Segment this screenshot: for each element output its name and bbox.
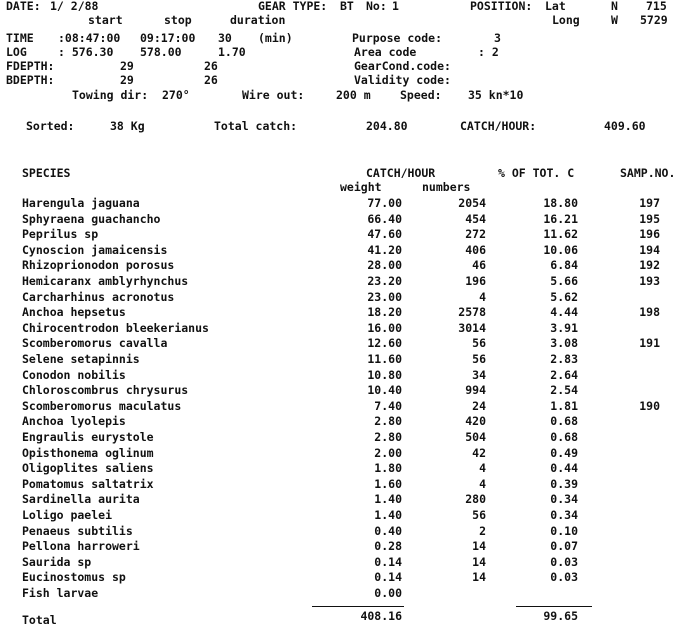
sample-no: 190: [639, 398, 660, 413]
gearcond-code-label: GearCond.code:: [354, 59, 451, 73]
species-name: Scomberomorus maculatus: [22, 398, 182, 413]
pct-value: 3.08: [550, 336, 578, 351]
table-row: [0, 556, 700, 572]
species-name: Anchoa hepsetus: [22, 305, 126, 320]
weight-value: 0.28: [374, 539, 402, 554]
pct-value: 1.81: [550, 398, 578, 413]
lat-label: Lat: [545, 0, 566, 13]
towing-dir-label: Towing dir:: [72, 88, 149, 102]
weight-value: 7.40: [374, 398, 402, 413]
table-row: [0, 462, 700, 478]
pct-value: 5.66: [550, 274, 578, 288]
weight-value: 10.40: [367, 383, 402, 398]
speed-value: 35 kn*10: [468, 88, 524, 102]
table-row: [0, 447, 700, 463]
species-header: SPECIES: [22, 166, 71, 180]
species-name: Oligoplites saliens: [22, 461, 154, 476]
time-unit: (min): [258, 31, 293, 45]
speed-label: Speed:: [400, 88, 442, 102]
weight-value: 66.40: [367, 211, 402, 226]
numbers-value: 56: [472, 336, 486, 351]
weight-value: 1.40: [374, 492, 402, 507]
numbers-value: 14: [472, 539, 486, 554]
log-duration: 1.70: [218, 45, 246, 59]
weight-value: 28.00: [367, 258, 402, 273]
table-row: [0, 213, 700, 229]
bdepth-stop: 26: [204, 73, 218, 87]
species-name: Selene setapinnis: [22, 352, 140, 366]
table-row: [0, 587, 700, 603]
catch-per-hour-label: CATCH/HOUR:: [460, 119, 537, 133]
species-name: Loligo paelei: [22, 508, 113, 522]
fdepth-start: 29: [120, 59, 134, 73]
gear-type-value: BT: [340, 0, 354, 13]
species-name: Cynoscion jamaicensis: [22, 242, 168, 257]
long-label: Long: [552, 13, 580, 27]
total-label: Total: [22, 613, 57, 627]
weight-value: 47.60: [367, 227, 402, 242]
pct-value: 11.62: [543, 227, 578, 242]
weight-value: 11.60: [367, 352, 402, 366]
pct-value: 6.84: [550, 258, 578, 273]
species-name: Sardinella aurita: [22, 492, 140, 507]
gear-no-value: 1: [392, 0, 399, 13]
position-label: POSITION:: [470, 0, 533, 13]
table-row: [0, 415, 700, 431]
numbers-value: 454: [465, 211, 486, 226]
wire-out-label: Wire out:: [242, 88, 305, 102]
pct-value: 0.68: [550, 414, 578, 429]
purpose-code-label: Purpose code:: [352, 31, 443, 45]
species-name: Penaeus subtilis: [22, 523, 133, 538]
weight-value: 0.40: [374, 523, 402, 538]
total-pct: 99.65: [543, 609, 578, 623]
sample-no: 195: [639, 211, 660, 226]
species-name: Hemicaranx amblyrhynchus: [22, 274, 189, 288]
weight-value: 1.60: [374, 476, 402, 491]
numbers-value: 994: [465, 383, 486, 398]
date-value: 1/ 2/88: [50, 0, 99, 13]
area-code-value: : 2: [478, 45, 499, 59]
pct-value: 0.03: [550, 570, 578, 585]
log-stop: 578.00: [140, 45, 182, 59]
pct-value: 5.62: [550, 289, 578, 304]
weight-value: 1.40: [374, 508, 402, 522]
species-name: Sphyraena guachancho: [22, 211, 161, 226]
wire-out-value: 200 m: [336, 88, 371, 102]
species-name: Chirocentrodon bleekerianus: [22, 320, 209, 335]
weight-value: 2.80: [374, 414, 402, 429]
numbers-value: 196: [465, 274, 486, 288]
sorted-value: 38 Kg: [110, 119, 145, 133]
bdepth-start: 29: [120, 73, 134, 87]
weight-value: 1.80: [374, 461, 402, 476]
species-name: Chloroscombrus chrysurus: [22, 383, 189, 398]
catch-hour-header: CATCH/HOUR: [366, 166, 436, 180]
pct-value: 16.21: [543, 211, 578, 226]
gear-no-label: No:: [366, 0, 387, 13]
purpose-code-value: 3: [494, 31, 501, 45]
fdepth-stop: 26: [204, 59, 218, 73]
table-row: [0, 493, 700, 509]
numbers-value: 4: [479, 461, 486, 476]
sample-no: 193: [639, 274, 660, 288]
pct-total-header: % OF TOT. C: [498, 166, 575, 180]
pct-value: 10.06: [543, 242, 578, 257]
table-row: [0, 291, 700, 307]
weight-value: 18.20: [367, 305, 402, 320]
pct-value: 2.64: [550, 367, 578, 382]
table-row: [0, 228, 700, 244]
log-label: LOG: [6, 45, 27, 59]
numbers-value: 4: [479, 476, 486, 491]
long-value: 5729: [640, 13, 668, 27]
table-row: [0, 571, 700, 587]
time-label: TIME: [6, 31, 34, 45]
numbers-value: 14: [472, 554, 486, 569]
table-row: [0, 259, 700, 275]
lat-hemisphere: N: [611, 0, 618, 13]
long-hemisphere: W: [611, 13, 618, 27]
pct-value: 3.91: [550, 320, 578, 335]
total-weight: 408.16: [360, 609, 402, 623]
weight-value: 10.80: [367, 367, 402, 382]
time-duration: 30: [218, 31, 232, 45]
pct-value: 0.10: [550, 523, 578, 538]
pct-value: 0.03: [550, 554, 578, 569]
species-name: Rhizoprionodon porosus: [22, 258, 175, 273]
table-row: [0, 322, 700, 338]
table-row: [0, 369, 700, 385]
total-catch-value: 204.80: [366, 119, 408, 133]
numbers-value: 24: [472, 398, 486, 413]
table-row: [0, 244, 700, 260]
pct-value: 0.44: [550, 461, 578, 476]
table-row: [0, 400, 700, 416]
numbers-value: 420: [465, 414, 486, 429]
col-start-header: start: [88, 13, 123, 27]
sample-no: 197: [639, 196, 660, 210]
pct-value: 18.80: [543, 196, 578, 210]
pct-total-rule: [516, 606, 592, 607]
weight-header: weight: [340, 180, 382, 194]
sample-no: 198: [639, 305, 660, 320]
table-row: [0, 478, 700, 494]
log-start: : 576.30: [58, 45, 114, 59]
catch-per-hour-value: 409.60: [604, 119, 646, 133]
numbers-value: 2: [479, 523, 486, 538]
sample-no-header: SAMP.NO.: [620, 166, 676, 180]
table-row: [0, 197, 700, 213]
col-duration-header: duration: [230, 13, 286, 27]
numbers-value: 2578: [458, 305, 486, 320]
species-name: Pellona harroweri: [22, 539, 140, 554]
sample-no: 191: [639, 336, 660, 351]
numbers-value: 34: [472, 367, 486, 382]
pct-value: 2.54: [550, 383, 578, 398]
weight-value: 0.14: [374, 554, 402, 569]
table-row: [0, 275, 700, 291]
sample-no: 192: [639, 258, 660, 273]
numbers-value: 46: [472, 258, 486, 273]
pct-value: 0.39: [550, 476, 578, 491]
species-name: Harengula jaguana: [22, 196, 140, 210]
species-name: Saurida sp: [22, 554, 92, 569]
sample-no: 196: [639, 227, 660, 242]
species-name: Peprilus sp: [22, 227, 99, 242]
total-catch-label: Total catch:: [214, 119, 298, 133]
table-row: [0, 431, 700, 447]
numbers-value: 14: [472, 570, 486, 585]
weight-value: 2.00: [374, 445, 402, 460]
weight-value: 0.14: [374, 570, 402, 585]
species-name: Scomberomorus cavalla: [22, 336, 168, 351]
weight-total-rule: [312, 606, 404, 607]
table-row: [0, 525, 700, 541]
lat-value: 715: [646, 0, 667, 13]
sorted-label: Sorted:: [26, 119, 75, 133]
bdepth-label: BDEPTH:: [6, 73, 55, 87]
date-label: DATE:: [6, 0, 41, 13]
weight-value: 0.00: [374, 586, 402, 600]
table-row: [0, 306, 700, 322]
table-row: [0, 384, 700, 400]
table-row: [0, 509, 700, 525]
pct-value: 0.34: [550, 492, 578, 507]
numbers-value: 56: [472, 352, 486, 366]
sample-no: 194: [639, 242, 660, 257]
numbers-value: 42: [472, 445, 486, 460]
weight-value: 2.80: [374, 430, 402, 444]
species-name: Carcharhinus acronotus: [22, 289, 175, 304]
weight-value: 77.00: [367, 196, 402, 210]
time-stop: 09:17:00: [140, 31, 196, 45]
species-name: Engraulis eurystole: [22, 430, 154, 444]
weight-value: 16.00: [367, 320, 402, 335]
validity-code-label: Validity code:: [354, 73, 451, 87]
species-name: Anchoa lyolepis: [22, 414, 126, 429]
pct-value: 2.83: [550, 352, 578, 366]
species-name: Conodon nobilis: [22, 367, 126, 382]
numbers-value: 272: [465, 227, 486, 242]
pct-value: 0.07: [550, 539, 578, 554]
species-name: Eucinostomus sp: [22, 570, 126, 585]
weight-value: 23.20: [367, 274, 402, 288]
numbers-value: 280: [465, 492, 486, 507]
numbers-value: 504: [465, 430, 486, 444]
numbers-value: 3014: [458, 320, 486, 335]
numbers-value: 56: [472, 508, 486, 522]
species-name: Pomatomus saltatrix: [22, 476, 154, 491]
table-row: [0, 337, 700, 353]
numbers-value: 4: [479, 289, 486, 304]
pct-value: 0.34: [550, 508, 578, 522]
fdepth-label: FDEPTH:: [6, 59, 55, 73]
species-name: Opisthonema oglinum: [22, 445, 154, 460]
species-name: Fish larvae: [22, 586, 99, 600]
pct-value: 4.44: [550, 305, 578, 320]
weight-value: 12.60: [367, 336, 402, 351]
weight-value: 23.00: [367, 289, 402, 304]
table-row: [0, 540, 700, 556]
time-start: :08:47:00: [58, 31, 121, 45]
pct-value: 0.49: [550, 445, 578, 460]
col-stop-header: stop: [164, 13, 192, 27]
table-row: [0, 353, 700, 369]
numbers-value: 406: [465, 242, 486, 257]
towing-dir-value: 270°: [162, 88, 190, 102]
gear-type-label: GEAR TYPE:: [258, 0, 328, 13]
numbers-header: numbers: [422, 180, 471, 194]
pct-value: 0.68: [550, 430, 578, 444]
weight-value: 41.20: [367, 242, 402, 257]
numbers-value: 2054: [458, 196, 486, 210]
area-code-label: Area code: [354, 45, 417, 59]
